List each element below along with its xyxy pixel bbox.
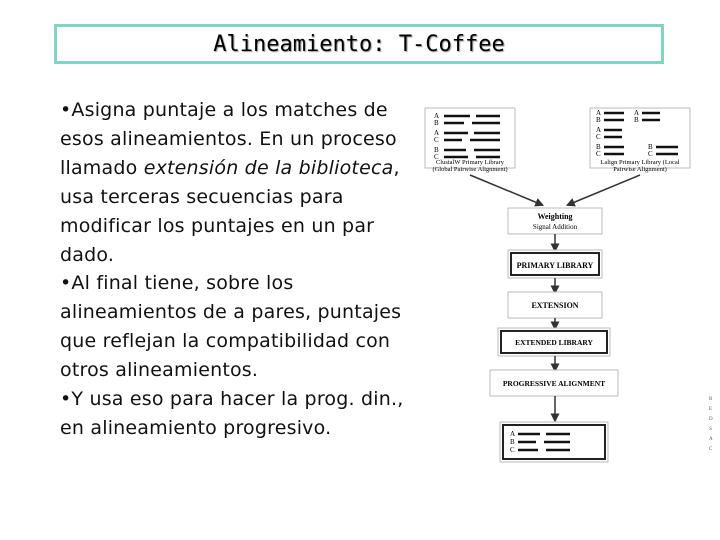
left-seq-label-2: B bbox=[434, 119, 439, 127]
lalign-caption: Lalign Primary Library (Local bbox=[600, 159, 680, 166]
left-seq-label-1: A bbox=[434, 112, 440, 120]
left-seq-label-5: B bbox=[434, 146, 439, 154]
right-seq-label-1: A bbox=[596, 109, 602, 117]
right-seq-label-6: C bbox=[596, 150, 601, 158]
side-letters bbox=[709, 397, 713, 452]
primary-library-label: PRIMARY LIBRARY bbox=[516, 261, 594, 270]
lalign-caption-2: Pairwise Alignment) bbox=[613, 166, 667, 173]
extension-step bbox=[508, 292, 602, 318]
left-seq-label-6: C bbox=[434, 153, 439, 161]
arrow-left-to-weighting bbox=[470, 175, 540, 204]
left-seq-label-4: C bbox=[434, 136, 439, 144]
right-seq-label-7: A bbox=[634, 109, 640, 117]
extension-label: EXTENSION bbox=[531, 301, 579, 310]
bullet-2-text: •Al final tiene, sobre los alineamientos de a pares, puntajes que reflejan la compatibilidad con otros alineamientos. bbox=[60, 272, 402, 382]
side-letter-1: R bbox=[709, 397, 713, 402]
tcoffee-diagram bbox=[420, 100, 720, 480]
side-letter-4: S bbox=[709, 427, 712, 432]
right-seq-label-9: B bbox=[648, 143, 653, 151]
side-letter-5: A bbox=[709, 437, 713, 442]
clustalw-library bbox=[425, 108, 515, 173]
clustalw-caption-2: (Global Pairwise Alignment) bbox=[432, 166, 508, 173]
bullet-2 bbox=[60, 269, 405, 385]
bullet-3-text: •Y usa eso para hacer la prog. din., en alineamiento progresivo. bbox=[60, 388, 404, 439]
side-letter-6: C bbox=[709, 447, 713, 452]
slide-title: Alineamiento: T-Coffee bbox=[213, 31, 505, 57]
primary-library-step bbox=[508, 250, 602, 278]
weighting-label: Weighting bbox=[537, 212, 573, 221]
progressive-alignment-step bbox=[490, 370, 618, 396]
side-letter-3: D bbox=[709, 417, 713, 422]
bullet-1 bbox=[60, 96, 405, 269]
weighting-sub: Signal Addition bbox=[532, 223, 578, 231]
extended-library-step bbox=[498, 328, 610, 356]
title-box bbox=[54, 24, 664, 64]
right-seq-label-5: B bbox=[596, 143, 601, 151]
final-seq-label-c: C bbox=[510, 446, 515, 454]
progressive-alignment-label: PROGRESSIVE ALIGNMENT bbox=[502, 379, 606, 388]
body-text bbox=[60, 96, 405, 443]
right-seq-label-3: A bbox=[596, 126, 602, 134]
arrow-right-to-weighting bbox=[570, 175, 640, 204]
left-seq-label-3: A bbox=[434, 129, 440, 137]
bullet-1-emphasis: extensión de la biblioteca bbox=[143, 156, 394, 179]
bullet-1-text: •Asigna puntaje a los matches de esos alineamientos. En un proceso llamado bbox=[60, 99, 397, 179]
clustalw-caption: ClustalW Primary Library bbox=[435, 159, 505, 166]
right-seq-label-2: B bbox=[596, 116, 601, 124]
lalign-library bbox=[590, 108, 690, 173]
final-seq-label-a: A bbox=[510, 430, 516, 438]
final-seq-label-b: B bbox=[510, 438, 515, 446]
right-seq-label-10: C bbox=[648, 150, 653, 158]
bullet-3 bbox=[60, 385, 405, 443]
final-alignment bbox=[500, 422, 608, 462]
weighting-step bbox=[508, 208, 602, 234]
side-letter-2: E bbox=[709, 407, 713, 412]
right-seq-label-4: C bbox=[596, 133, 601, 141]
bullet-1-suffix: , usa terceras secuencias para modificar los puntajes en un par dado. bbox=[60, 156, 400, 266]
extended-library-label: EXTENDED LIBRARY bbox=[515, 338, 593, 347]
right-seq-label-8: B bbox=[634, 116, 639, 124]
